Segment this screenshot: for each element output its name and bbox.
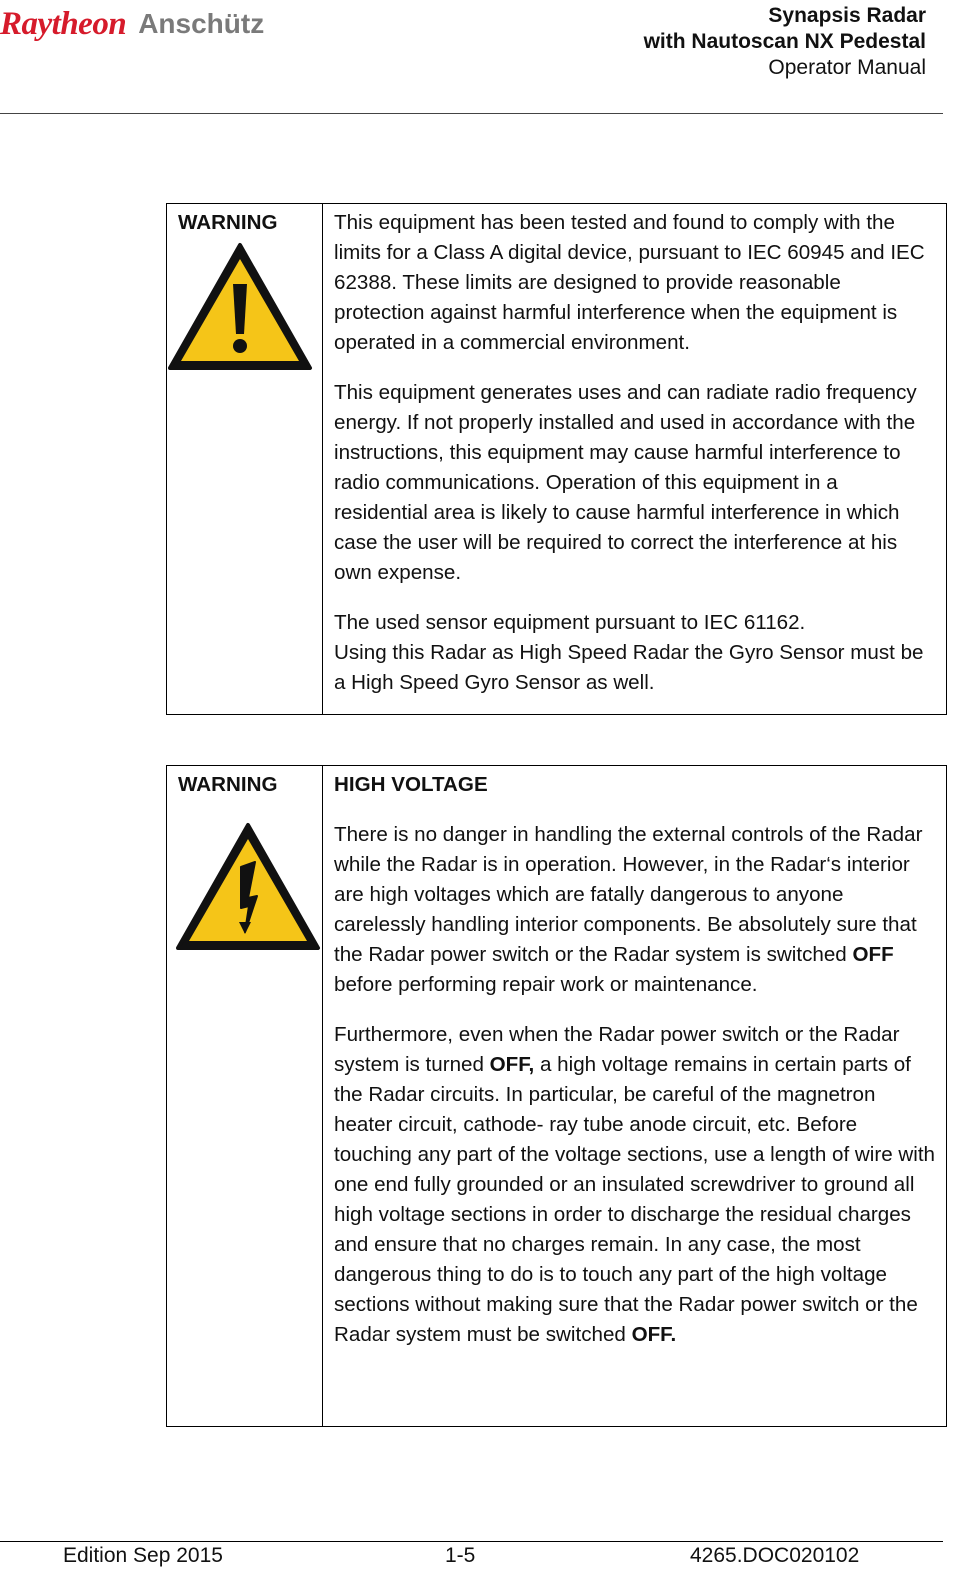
warning-paragraph: This equipment has been tested and found to comply with the limits for a Class A digital device, pursuant to IEC 60945 and IEC 62388. These limits are designed to provide reasonable protection against harmful interference when the equipment is operated in a commercial environment. bbox=[334, 211, 925, 354]
text-run: before performing repair work or maintenance. bbox=[334, 973, 758, 996]
emphasis-off: OFF. bbox=[631, 1323, 677, 1346]
emphasis-off: OFF, bbox=[489, 1053, 535, 1076]
warning-label: WARNING bbox=[178, 773, 278, 796]
warning-label-cell bbox=[167, 204, 323, 714]
warning-paragraph bbox=[334, 820, 936, 1000]
footer-doc-id: 4265.DOC020102 bbox=[690, 1544, 860, 1567]
title-line-2: with Nautoscan NX Pedestal bbox=[643, 30, 926, 53]
warning-title: HIGH VOLTAGE bbox=[334, 773, 488, 796]
footer-divider bbox=[0, 1541, 943, 1542]
warning-box-high-voltage bbox=[166, 765, 947, 1427]
warning-paragraph bbox=[334, 1020, 936, 1350]
exclamation-warning-icon bbox=[167, 242, 313, 372]
footer-edition: Edition Sep 2015 bbox=[63, 1544, 223, 1567]
title-line-1: Synapsis Radar bbox=[768, 4, 926, 27]
text-run: a high voltage remains in certain parts of the Radar circuits. In particular, be careful of the magnetron heater circuit, cathode- ray tube anode circuit, etc. Before touching any part of the voltage sections, use a length of wire with one end fully grounded or an insulated screwdriver to ground all high voltage sections in order to discharge the residual charges and ensure that no charges remain. In any case, the most dangerous thing to do is to touch any part of the high voltage sections without making sure that the Radar power switch or the Radar system must be switched bbox=[334, 1053, 936, 1346]
logo-sub: Anschütz bbox=[138, 8, 265, 39]
title-line-3: Operator Manual bbox=[768, 56, 926, 79]
document-title-block bbox=[644, 3, 926, 81]
logo-brand: Raytheon bbox=[0, 5, 127, 42]
header-divider bbox=[0, 113, 943, 114]
warning-paragraph bbox=[334, 608, 936, 698]
warning-sentence: The used sensor equipment pursuant to IEC 61162. bbox=[334, 611, 806, 634]
warning-text-cell bbox=[323, 766, 946, 1426]
emphasis-off: OFF bbox=[852, 943, 894, 966]
warning-paragraph: This equipment generates uses and can radiate radio frequency energy. If not properly installed and used in accordance with the instructions, this equipment may cause harmful interference to radio communications. Operation of this equipment in a residential area is likely to cause harmful interference in which case the user will be required to correct the interference at his own expense. bbox=[334, 381, 917, 584]
text-run: Furthermore, even when the Radar power switch or the Radar system is turned bbox=[334, 1023, 900, 1076]
footer-page-number: 1-5 bbox=[445, 1544, 476, 1567]
warning-sentence: Using this Radar as High Speed Radar the Gyro Sensor must be a High Speed Gyro Sensor as well. bbox=[334, 641, 924, 694]
warning-box-emc bbox=[166, 203, 947, 715]
text-run: There is no danger in handling the external controls of the Radar while the Radar is in operation. However, in the Radar‘s interior are high voltages which are fatally dangerous to anyone carelessly handling interior components. Be absolutely sure that the Radar power switch or the Radar system is switched bbox=[334, 823, 923, 966]
warning-label: WARNING bbox=[178, 211, 278, 234]
company-logo bbox=[0, 0, 264, 48]
warning-text-cell bbox=[323, 204, 946, 714]
high-voltage-warning-icon bbox=[175, 822, 321, 952]
warning-label-cell bbox=[167, 766, 323, 1426]
